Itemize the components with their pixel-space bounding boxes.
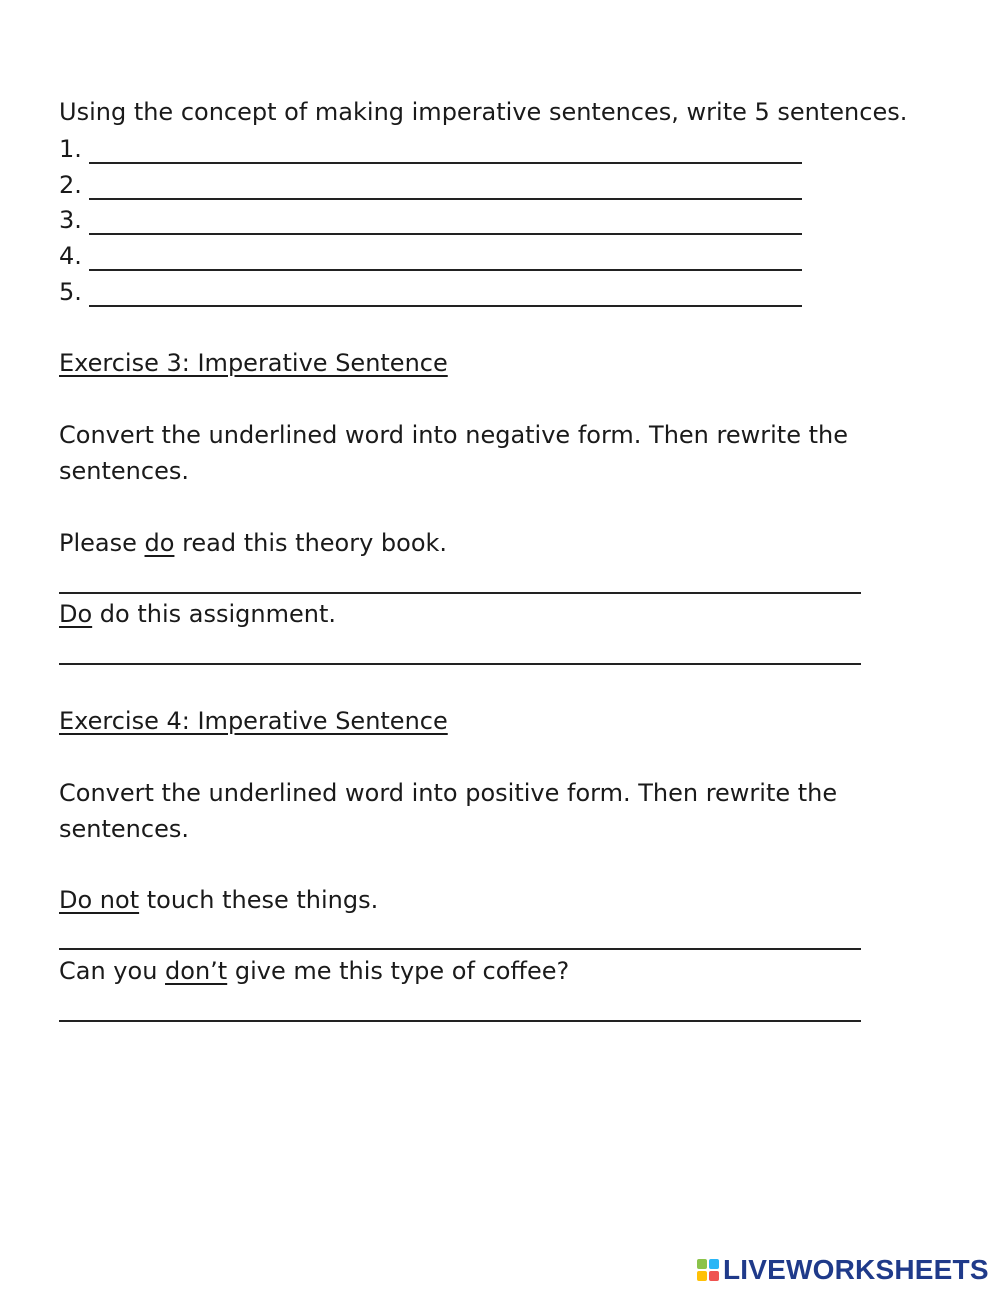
sentence-text: give me this type of coffee? (227, 957, 570, 985)
exercise-3-instruction-line2: sentences. (59, 457, 189, 485)
answer-rule[interactable] (59, 592, 861, 594)
answer-line-3[interactable] (59, 205, 802, 235)
logo-square (709, 1271, 719, 1281)
answer-blank[interactable] (89, 211, 802, 235)
answer-line-2[interactable] (59, 170, 802, 200)
liveworksheets-logo (697, 1255, 989, 1285)
logo-icon (697, 1259, 719, 1281)
exercise-3-instruction-line1: Convert the underlined word into negative form. Then rewrite the (59, 421, 848, 449)
exercise-4-instruction-line1: Convert the underlined word into positive form. Then rewrite the (59, 779, 838, 807)
answer-line-5[interactable] (59, 277, 802, 307)
exercise-4-sentence-2 (59, 956, 569, 986)
intro-instruction: Using the concept of making imperative sentences, write 5 sentences. (59, 98, 908, 126)
exercise-3-sentence-2 (59, 599, 336, 629)
answer-blank[interactable] (89, 176, 802, 200)
answer-line-1[interactable] (59, 134, 802, 164)
answer-rule[interactable] (59, 948, 861, 950)
answer-blank[interactable] (89, 247, 802, 271)
answer-number: 4. (59, 242, 82, 270)
underlined-word: don’t (165, 957, 228, 985)
answer-rule[interactable] (59, 663, 861, 665)
sentence-text: Please (59, 529, 145, 557)
sentence-text: touch these things. (139, 886, 379, 914)
exercise-4-title: Exercise 4: Imperative Sentence (59, 707, 448, 735)
answer-number: 2. (59, 171, 82, 199)
exercise-3-sentence-1 (59, 528, 447, 558)
exercise-4-instruction-line2: sentences. (59, 815, 189, 843)
logo-square (697, 1259, 707, 1269)
underlined-word: Do (59, 600, 93, 628)
exercise-4-sentence-1 (59, 885, 378, 915)
answer-number: 5. (59, 278, 82, 306)
underlined-word: Do not (59, 886, 140, 914)
answer-number: 1. (59, 135, 82, 163)
logo-text: LIVEWORKSHEETS (723, 1254, 989, 1285)
logo-square (697, 1271, 707, 1281)
answer-blank[interactable] (89, 283, 802, 307)
answer-rule[interactable] (59, 1020, 861, 1022)
sentence-text: Can you (59, 957, 166, 985)
sentence-text: read this theory book. (174, 529, 448, 557)
logo-square (709, 1259, 719, 1269)
exercise-3-title: Exercise 3: Imperative Sentence (59, 349, 448, 377)
answer-line-4[interactable] (59, 241, 802, 271)
underlined-word: do (144, 529, 175, 557)
sentence-text: do this assignment. (92, 600, 336, 628)
answer-number: 3. (59, 206, 82, 234)
answer-blank[interactable] (89, 140, 802, 164)
